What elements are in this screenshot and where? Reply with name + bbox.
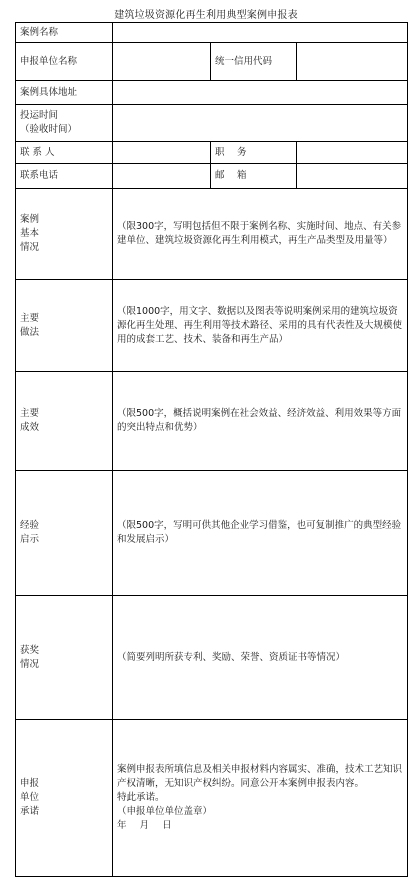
case-name-label: 案例名称 <box>16 23 113 43</box>
basic-info-label <box>16 189 113 280</box>
row-applicant <box>16 43 408 81</box>
main-results-field[interactable]: （限500字，概括说明案例在社会效益、经济效益、利用效果等方面的突出特点和优势） <box>113 372 408 471</box>
commitment-label-line: 申报 <box>20 778 40 789</box>
credit-code-label: 统一信用代码 <box>211 43 297 81</box>
main-practice-field[interactable]: （限1000字，用文字、数据以及图表等说明案例采用的建筑垃圾资源化再生处理、再生利用等技术路径、采用的具有代表性及大规模使用的成套工艺、技术、装备和再生产品） <box>113 280 408 372</box>
commitment-field[interactable] <box>113 720 408 877</box>
application-form-table <box>15 22 408 877</box>
row-commitment <box>16 720 408 877</box>
experience-field[interactable]: （限500字，写明可供其他企业学习借鉴，也可复制推广的典型经验和发展启示） <box>113 471 408 596</box>
main-results-label-line: 成效 <box>20 422 40 433</box>
row-main-results <box>16 372 408 471</box>
awards-label <box>16 596 113 720</box>
awards-field[interactable]: （简要列明所获专利、奖励、荣誉、资质证书等情况） <box>113 596 408 720</box>
commitment-seal: （申报单位单位盖章） <box>117 806 213 817</box>
commitment-text: 案例申报表所填信息及相关申报材料内容属实、准确，技术工艺知识产权清晰，无知识产权纠纷。同意公开本案例申报表内容。 <box>117 764 403 789</box>
experience-label-line: 经验 <box>20 520 40 531</box>
case-name-field[interactable] <box>113 23 408 43</box>
applicant-label: 申报单位名称 <box>16 43 113 81</box>
contact-field[interactable] <box>113 142 211 164</box>
row-address <box>16 81 408 105</box>
basic-info-label-line: 情况 <box>20 242 40 253</box>
email-field[interactable] <box>297 164 408 189</box>
main-results-label-line: 主要 <box>20 408 40 419</box>
awards-label-line: 获奖 <box>20 644 40 656</box>
form-title: 建筑垃圾资源化再生利用典型案例申报表 <box>114 10 298 21</box>
address-label: 案例具体地址 <box>16 81 113 105</box>
position-field[interactable] <box>297 142 408 164</box>
date-day: 日 <box>162 820 172 831</box>
main-practice-label <box>16 280 113 372</box>
address-field[interactable] <box>113 81 408 105</box>
commitment-promise: 特此承诺。 <box>117 792 165 803</box>
row-phone <box>16 164 408 189</box>
commitment-date <box>117 819 403 833</box>
experience-label <box>16 471 113 596</box>
row-operation-time <box>16 105 408 142</box>
commitment-label-line: 单位 <box>20 792 40 803</box>
date-month: 月 <box>139 820 150 831</box>
basic-info-label-line: 基本 <box>20 228 40 239</box>
applicant-field[interactable] <box>113 43 211 81</box>
date-year: 年 <box>117 820 127 831</box>
phone-label: 联系电话 <box>16 164 113 189</box>
commitment-label <box>16 720 113 877</box>
credit-code-field[interactable] <box>297 43 408 81</box>
basic-info-field[interactable]: （限300字，写明包括但不限于案例名称、实施时间、地点、有关参建单位、建筑垃圾资源化再生利用模式，再生产品类型及用量等） <box>113 189 408 280</box>
row-contact <box>16 142 408 164</box>
experience-label-line: 启示 <box>20 534 40 545</box>
basic-info-label-line: 案例 <box>20 214 40 225</box>
row-case-name <box>16 23 408 43</box>
row-awards <box>16 596 408 720</box>
commitment-label-line: 承诺 <box>20 806 40 817</box>
awards-label-line: 情况 <box>20 658 40 670</box>
main-results-label <box>16 372 113 471</box>
operation-time-label <box>16 105 113 142</box>
position-label: 职 务 <box>211 142 297 164</box>
operation-time-label-line2: （验收时间） <box>20 124 78 135</box>
operation-time-field[interactable] <box>113 105 408 142</box>
row-main-practice <box>16 280 408 372</box>
operation-time-label-line1: 投运时间 <box>20 110 59 121</box>
row-experience <box>16 471 408 596</box>
main-practice-label-line: 做法 <box>20 326 40 338</box>
email-label: 邮 箱 <box>211 164 297 189</box>
contact-label: 联 系 人 <box>16 142 113 164</box>
row-basic-info <box>16 189 408 280</box>
phone-field[interactable] <box>113 164 211 189</box>
main-practice-label-line: 主要 <box>20 312 40 324</box>
